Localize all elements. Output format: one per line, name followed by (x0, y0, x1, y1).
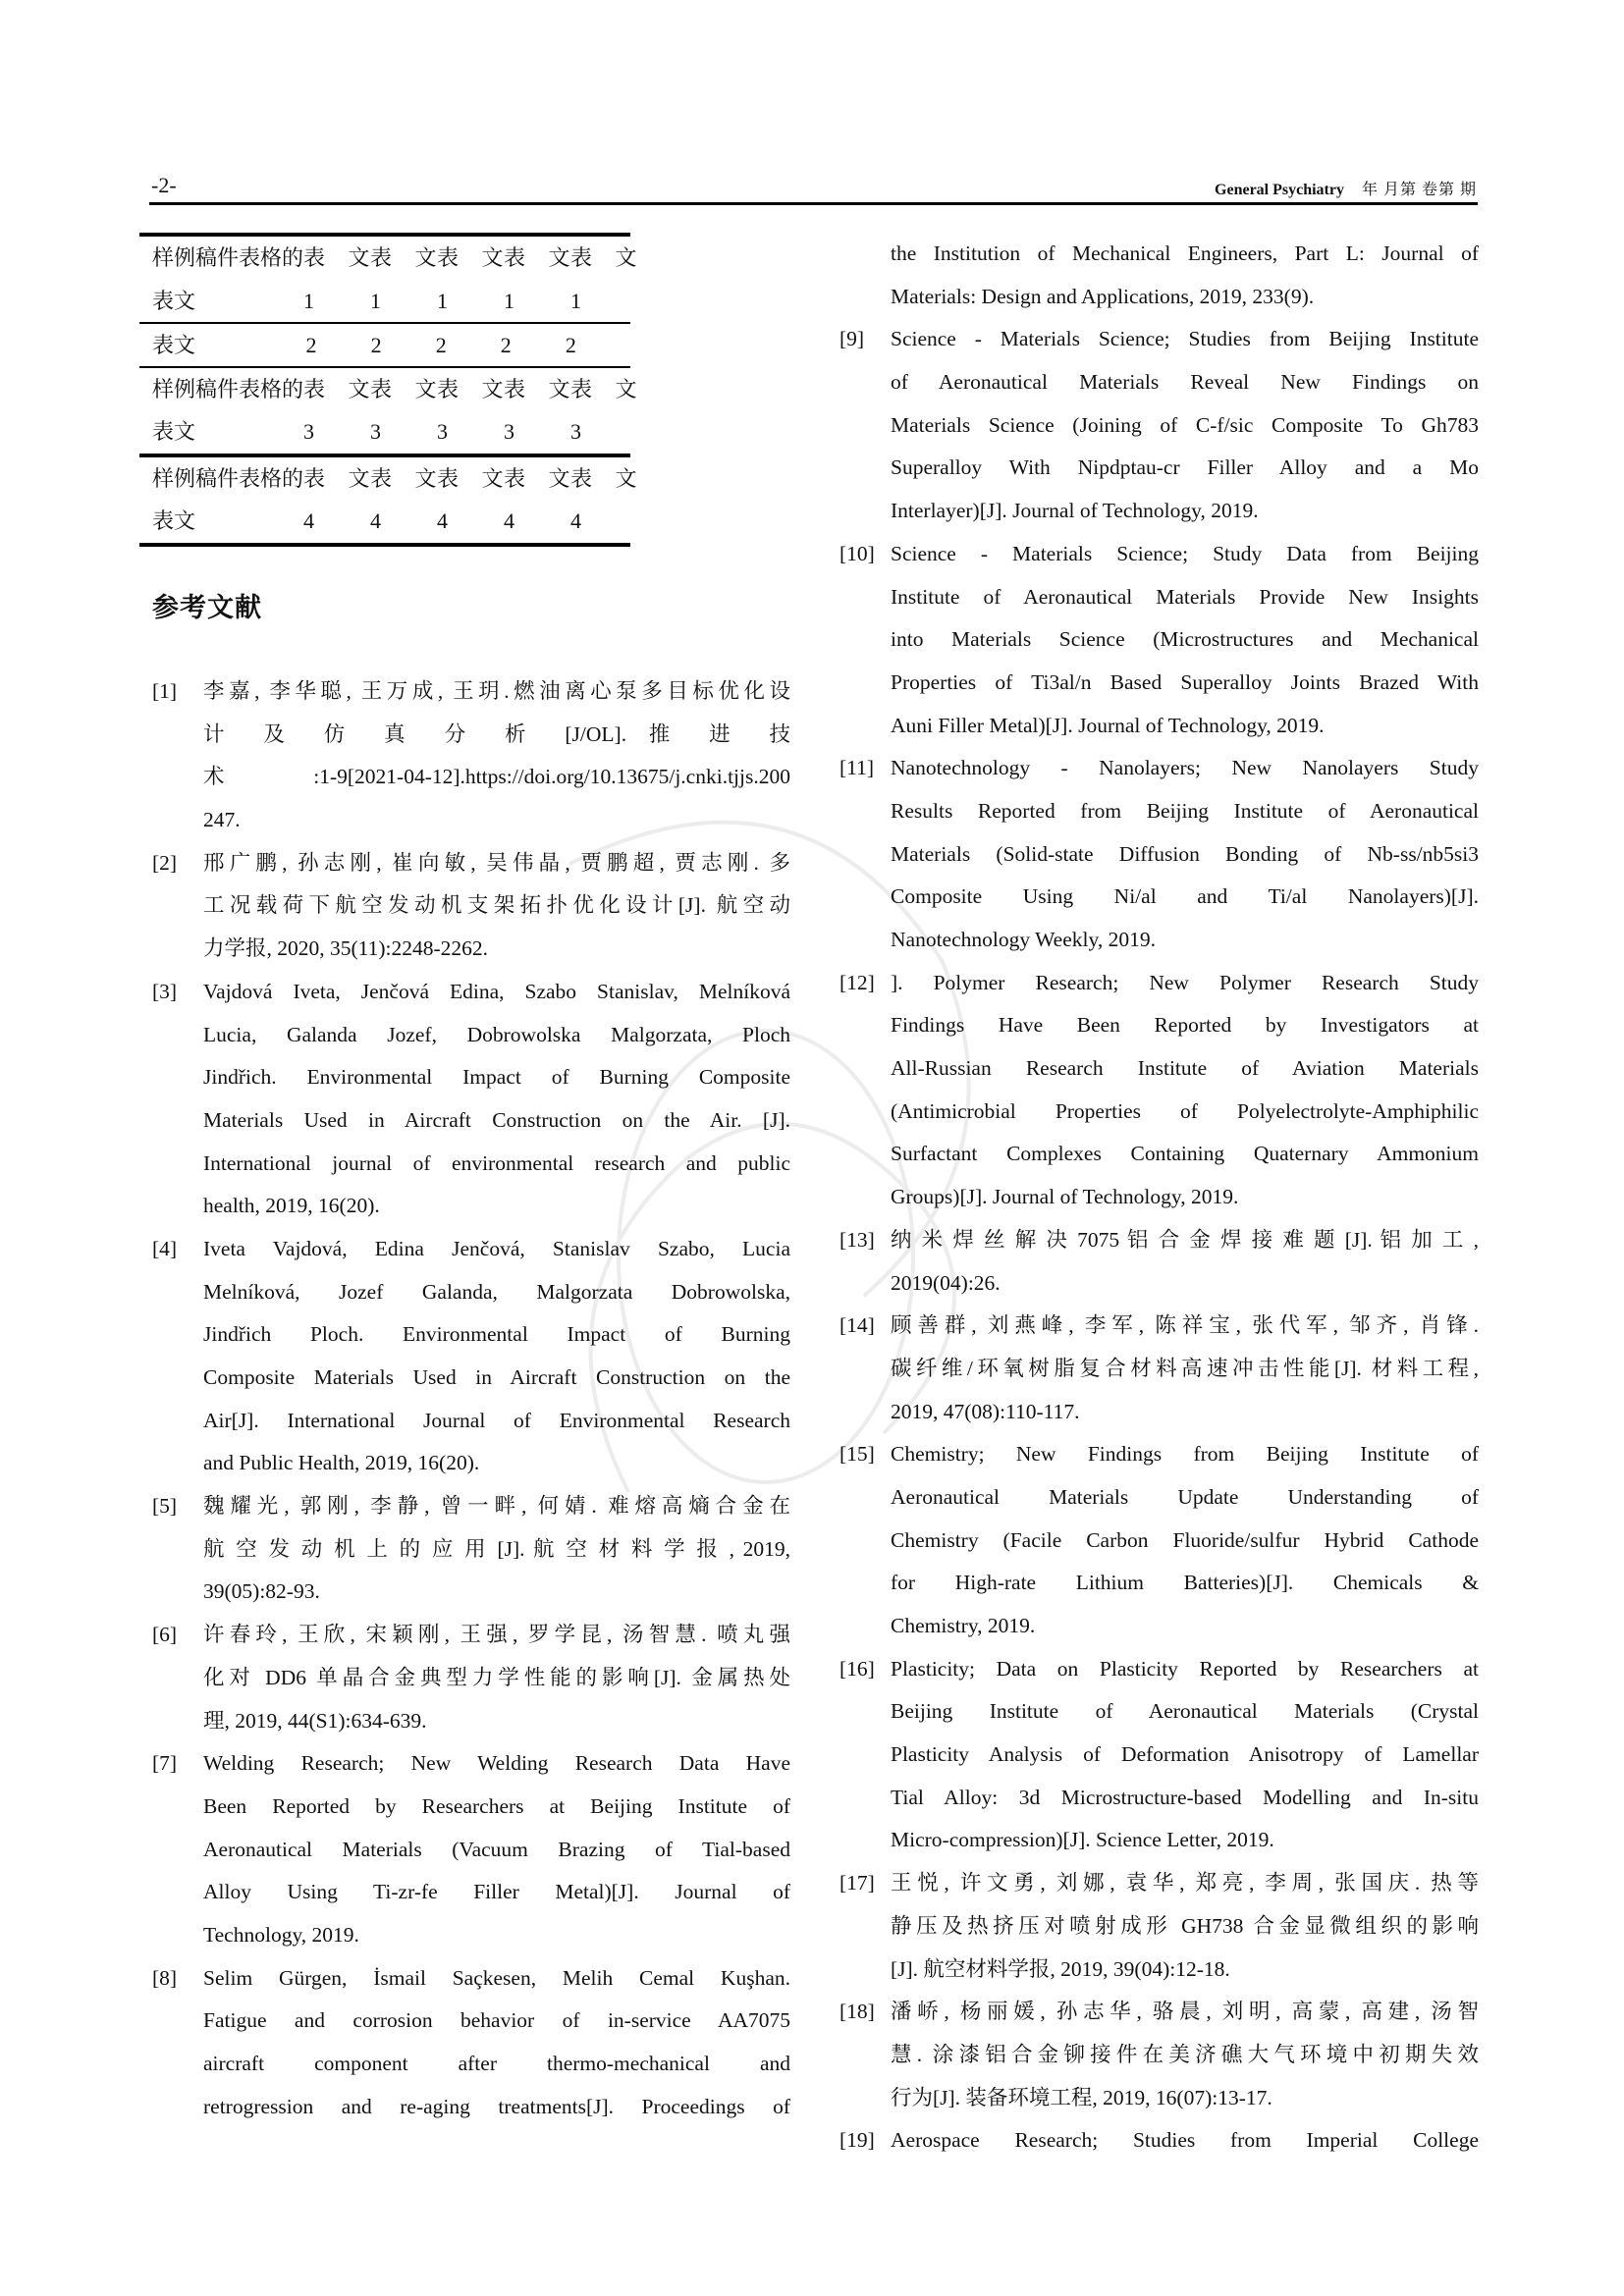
table-cell (437, 457, 513, 543)
reference-line: Surfactant Complexes Containing Quaternary Ammonium (891, 1142, 1479, 1166)
reference-line: Welding Research; New Welding Research Data Have (203, 1751, 790, 1776)
reference-line: Jindřich Ploch. Environmental Impact of Burning (203, 1322, 790, 1347)
table-cell-text: 3 (437, 419, 449, 444)
table-cell-text: 表 文 (504, 376, 579, 401)
table-cell-text: 4 (437, 508, 449, 533)
table-row (139, 457, 646, 543)
reference-line: Aeronautical Materials Update Understanding of (891, 1484, 1479, 1509)
reference-line: 纳 米 焊 丝 解 决 7075 铝 合 金 焊 接 难 题 [J]. 铝 加 工 , (891, 1227, 1479, 1252)
reference-label: [19] (839, 2128, 875, 2153)
table-cell-text: 1 (504, 288, 515, 313)
reference-line: Results Reported from Beijing Institute of Aeronautical (891, 798, 1479, 823)
reference-text (203, 971, 790, 1228)
reference-item (152, 1614, 790, 1742)
reference-line: 化对 DD6 单晶合金典型力学性能的影响[J]. 金属热处 (203, 1665, 790, 1689)
table-cell-text: 1 (570, 288, 582, 313)
table-cell-text: 表 文 (504, 245, 579, 270)
reference-line: Vajdová Iveta, Jenčová Edina, Szabo Stanislav, Melníková (203, 979, 790, 1003)
reference-line: Science - Materials Science; Study Data from Beijing (891, 541, 1479, 565)
reference-item (839, 1991, 1479, 2119)
table-cell-text: 表 文 (370, 376, 446, 401)
reference-label: [14] (839, 1313, 875, 1338)
reference-label: [18] (839, 2000, 875, 2024)
reference-line: Iveta Vajdová, Edina Jenčová, Stanislav Szabo, Lucia (203, 1236, 790, 1260)
table-cell-text: 表 文 (437, 376, 513, 401)
table-cell-text: 1 (370, 288, 382, 313)
reference-line: Nanotechnology - Nanolayers; New Nanolayers Study (891, 756, 1479, 780)
table-cell-text: 表文 (152, 508, 196, 533)
reference-item (839, 1219, 1479, 1305)
table-cell-text: 1 (437, 288, 449, 313)
table-cell (306, 324, 371, 367)
table-row (139, 237, 646, 322)
table-cell-text: 样例稿件表格的 (152, 465, 304, 491)
table-row-header (139, 324, 306, 367)
reference-item (839, 2119, 1479, 2163)
reference-line: 247. (203, 808, 241, 832)
reference-line: Composite Using Ni/al and Ti/al Nanolayers)[J]. (891, 884, 1479, 909)
reference-line: the Institution of Mechanical Engineers, Part L: Journal of (891, 241, 1479, 265)
reference-line: Institute of Aeronautical Materials Provide New Insights (891, 584, 1479, 609)
reference-item (839, 747, 1479, 961)
reference-line: 2019, 47(08):110-117. (891, 1399, 1080, 1423)
reference-line: Auni Filler Metal)[J]. Journal of Technology, 2019. (891, 713, 1325, 737)
table-cell (370, 457, 446, 543)
table-cell (370, 368, 446, 454)
reference-item (152, 1957, 790, 2129)
table-cell-text: 3 (504, 419, 515, 444)
reference-text (203, 1614, 790, 1742)
reference-line: [J]. 航空材料学报, 2019, 39(04):12-18. (891, 1956, 1230, 1981)
reference-text (203, 1742, 790, 1956)
reference-text (891, 1648, 1479, 1862)
table-cell (371, 324, 436, 367)
table-cell-text: 样例稿件表格的 (152, 245, 304, 270)
reference-line: Beijing Institute of Aeronautical Materials (Crystal (891, 1699, 1479, 1724)
reference-line: Tial Alloy: 3d Microstructure-based Modelling and In-situ (891, 1785, 1479, 1809)
reference-line: (Antimicrobial Properties of Polyelectrolyte-Amphiphilic (891, 1098, 1479, 1123)
reference-item (152, 842, 790, 971)
reference-line: Plasticity Analysis of Deformation Anisotropy of Lamellar (891, 1742, 1479, 1767)
table-cell-text: 表文 (152, 332, 196, 357)
table-cell-text: 表 文 (303, 245, 379, 270)
reference-line: 静压及热挤压对喷射成形 GH738 合金显微组织的影响 (891, 1913, 1479, 1938)
table-cell-text: 2 (305, 332, 317, 357)
table-cell (303, 237, 379, 322)
reference-label: [11] (839, 756, 875, 780)
reference-line: retrogression and re-aging treatments[J]. Proceedings of (203, 2094, 790, 2118)
table-cell-text: 3 (303, 419, 315, 444)
reference-line: 碳纤维/环氧树脂复合材料高速冲击性能[J]. 材料工程, (891, 1356, 1479, 1380)
table-cell-text: 样例稿件表格的 (152, 376, 304, 401)
reference-line: 行为[J]. 装备环境工程, 2019, 16(07):13-17. (891, 2085, 1272, 2109)
reference-item (839, 1305, 1479, 1433)
reference-line: Chemistry; New Findings from Beijing Institute of (891, 1442, 1479, 1467)
table-cell-text: 2 (500, 332, 512, 357)
reference-item (839, 533, 1479, 747)
reference-line: Technology, 2019. (203, 1922, 359, 1947)
reference-text (891, 1433, 1479, 1647)
table-cell-text: 表文 (152, 419, 196, 444)
table-cell (504, 368, 579, 454)
reference-label: [10] (839, 541, 875, 565)
table-row-header (139, 457, 303, 543)
reference-text (891, 747, 1479, 961)
reference-text (891, 1219, 1479, 1305)
reference-line: Plasticity; Data on Plasticity Reported by Researchers at (891, 1656, 1479, 1681)
table-cell-text: 表 文 (570, 245, 646, 270)
reference-text (891, 1862, 1479, 1991)
reference-line: ]. Polymer Research; New Polymer Research Study (891, 970, 1479, 994)
sample-table (139, 233, 646, 547)
reference-line: Composite Materials Used in Aircraft Construction on the (203, 1365, 790, 1389)
reference-label: [16] (839, 1656, 875, 1681)
table-cell-text: 表 文 (370, 245, 446, 270)
reference-label: [15] (839, 1442, 875, 1467)
reference-text (203, 670, 790, 842)
reference-line: 2019(04):26. (891, 1270, 1001, 1295)
reference-item (839, 1433, 1479, 1647)
reference-label: [6] (152, 1623, 178, 1647)
reference-text (203, 1485, 790, 1614)
reference-line: International journal of environmental research and public (203, 1150, 790, 1175)
reference-line: Materials Science (Joining of C-f/sic Composite To Gh783 (891, 412, 1479, 437)
reference-line: 力学报, 2020, 35(11):2248-2262. (203, 936, 489, 961)
reference-line: 39(05):82-93. (203, 1579, 320, 1604)
references-right-column (839, 233, 1479, 2163)
reference-line: 计 及 仿 真 分 析 [J/OL]. 推 进 技 (203, 721, 790, 746)
table-cell (504, 237, 579, 322)
table-cell (437, 368, 513, 454)
reference-line: 慧. 涂漆铝合金铆接件在美济礁大气环境中初期失效 (891, 2042, 1479, 2066)
reference-line: Alloy Using Ti-zr-fe Filler Metal)[J]. Journal of (203, 1880, 790, 1904)
table-cell (437, 237, 513, 322)
references-left-column (152, 670, 790, 2128)
reference-text (203, 842, 790, 971)
table-rule (139, 543, 630, 547)
table-cell-text: 2 (370, 332, 382, 357)
reference-item (152, 1485, 790, 1614)
journal-name: General Psychiatry (1215, 182, 1344, 198)
reference-line: 邢广鹏, 孙志刚, 崔向敏, 吴伟晶, 贾鹏超, 贾志刚. 多 (203, 850, 790, 875)
reference-text (891, 1305, 1479, 1433)
reference-line: Aeronautical Materials (Vacuum Brazing of Tial-based (203, 1837, 790, 1861)
reference-line: Chemistry, 2019. (891, 1614, 1036, 1637)
reference-text (203, 1228, 790, 1485)
table-cell-text: 3 (570, 419, 582, 444)
reference-line: and Public Health, 2019, 16(20). (203, 1451, 480, 1475)
reference-line: Interlayer)[J]. Journal of Technology, 2019. (891, 499, 1259, 523)
table-cell-text: 表文 (152, 288, 196, 313)
reference-text (891, 962, 1479, 1219)
reference-text (203, 1957, 790, 2129)
reference-line: 潘峤, 杨丽媛, 孙志华, 骆晨, 刘明, 高蒙, 高建, 汤智 (891, 2000, 1479, 2024)
reference-item (839, 233, 1479, 318)
table-cell-text: 4 (504, 508, 515, 533)
reference-label: [17] (839, 1871, 875, 1896)
reference-item (839, 1862, 1479, 1991)
reference-line: Nanotechnology Weekly, 2019. (891, 928, 1156, 951)
table-cell-text: 表 文 (504, 465, 579, 491)
table-cell (570, 237, 646, 322)
reference-line: Jindřich. Environmental Impact of Burning Composite (203, 1065, 790, 1090)
table-cell (303, 457, 379, 543)
reference-line: Micro-compression)[J]. Science Letter, 2019. (891, 1828, 1274, 1852)
reference-label: [3] (152, 979, 178, 1003)
reference-line: 术:1-9[2021-04-12].https://doi.org/10.13675/j.cnki.tjjs.200 (203, 765, 790, 789)
reference-line: 王悦, 许文勇, 刘娜, 袁华, 郑亮, 李周, 张国庆. 热等 (891, 1871, 1479, 1896)
reference-line: Air[J]. International Journal of Environmental Research (203, 1408, 790, 1432)
table-cell-text: 4 (370, 508, 382, 533)
reference-line: Science - Materials Science; Studies from Beijing Institute (891, 327, 1479, 351)
reference-line: Superalloy With Nipdptau-cr Filler Alloy and a Mo (891, 455, 1479, 480)
running-head (1215, 177, 1477, 199)
references-heading: 参考文献 (152, 593, 262, 623)
reference-line: All-Russian Research Institute of Aviation Materials (891, 1056, 1479, 1081)
reference-line: Materials (Solid-state Diffusion Bonding of Nb-ss/nb5si3 (891, 841, 1479, 866)
table-row (139, 324, 630, 367)
table-row-header (139, 237, 303, 322)
reference-line: health, 2019, 16(20). (203, 1194, 380, 1218)
table-cell (436, 324, 501, 367)
reference-text (891, 233, 1479, 318)
reference-line: Selim Gürgen, İsmail Saçkesen, Melih Cemal Kuşhan. (203, 1965, 790, 1990)
page-number: -2- (151, 173, 177, 197)
reference-line: 李嘉, 李华聪, 王万成, 王玥.燃油离心泵多目标优化设 (203, 679, 790, 703)
table-cell (570, 457, 646, 543)
table-cell-text: 4 (303, 508, 315, 533)
table-cell-text: 表 文 (570, 465, 646, 491)
table-cell-text: 2 (435, 332, 447, 357)
table-row (139, 368, 646, 454)
reference-line: Lucia, Galanda Jozef, Dobrowolska Malgorzata, Ploch (203, 1022, 790, 1046)
reference-item (152, 1228, 790, 1485)
table-row-header (139, 368, 303, 454)
reference-line: 理, 2019, 44(S1):634-639. (203, 1708, 427, 1733)
reference-line: Melníková, Jozef Galanda, Malgorzata Dobrowolska, (203, 1279, 790, 1304)
table-cell-text: 2 (565, 332, 576, 357)
reference-item (839, 318, 1479, 532)
table-cell-text: 4 (570, 508, 582, 533)
table-cell (566, 324, 630, 367)
reference-item (839, 962, 1479, 1219)
reference-item (152, 1742, 790, 1956)
reference-text (891, 1991, 1479, 2119)
table-cell-text: 表 文 (370, 465, 446, 491)
reference-line: Fatigue and corrosion behavior of in-service AA7075 (203, 2008, 790, 2033)
reference-line: Findings Have Been Reported by Investigators at (891, 1013, 1479, 1038)
reference-label: [9] (839, 327, 865, 351)
reference-label: [2] (152, 850, 178, 875)
table-cell-text: 表 文 (303, 465, 379, 491)
table-cell-text: 1 (303, 288, 315, 313)
reference-item (152, 971, 790, 1228)
table-cell-text: 表 文 (303, 376, 379, 401)
table-cell (370, 237, 446, 322)
reference-line: 工况载荷下航空发动机支架拓扑优化设计[J]. 航空动 (203, 893, 790, 918)
reference-line: aircraft component after thermo-mechanical and (203, 2052, 790, 2075)
reference-line: Groups)[J]. Journal of Technology, 2019. (891, 1185, 1239, 1209)
reference-line: of Aeronautical Materials Reveal New Findings on (891, 370, 1479, 395)
table-cell (570, 368, 646, 454)
table-cell-text: 表 文 (437, 465, 513, 491)
table-cell (501, 324, 566, 367)
header-rule (149, 202, 1478, 205)
table-cell (303, 368, 379, 454)
reference-label: [1] (152, 679, 178, 703)
reference-line: Chemistry (Facile Carbon Fluoride/sulfur Hybrid Cathode (891, 1527, 1479, 1552)
reference-item (152, 670, 790, 842)
reference-label: [4] (152, 1236, 178, 1260)
reference-label: [7] (152, 1751, 178, 1776)
reference-item (839, 1648, 1479, 1862)
table-cell-text: 3 (370, 419, 382, 444)
reference-text (891, 318, 1479, 532)
reference-label: [12] (839, 970, 875, 994)
reference-line: for High-rate Lithium Batteries)[J]. Chemicals & (891, 1571, 1479, 1595)
reference-line: 许春玲, 王欣, 宋颖刚, 王强, 罗学昆, 汤智慧. 喷丸强 (203, 1623, 790, 1647)
reference-line: Aerospace Research; Studies from Imperial College (891, 2128, 1479, 2153)
reference-label: [13] (839, 1227, 875, 1252)
reference-line: 顾善群, 刘燕峰, 李军, 陈祥宝, 张代军, 邹齐, 肖锋. (891, 1313, 1479, 1338)
reference-line: 魏耀光, 郭刚, 李静, 曾一畔, 何婧. 难熔高熵合金在 (203, 1494, 790, 1519)
reference-line: Properties of Ti3al/n Based Superalloy Joints Brazed With (891, 669, 1479, 694)
reference-text (891, 2119, 1479, 2163)
reference-line: into Materials Science (Microstructures and Mechanical (891, 627, 1479, 652)
reference-line: Materials Used in Aircraft Construction on the Air. [J]. (203, 1107, 790, 1132)
table-cell-text: 表 文 (437, 245, 513, 270)
table-cell (504, 457, 579, 543)
issue-info: 年 月第 卷第 期 (1361, 182, 1477, 198)
table-cell-text: 表 文 (570, 376, 646, 401)
reference-line: 航 空 发 动 机 上 的 应 用 [J]. 航 空 材 料 学 报 , 2019, (203, 1536, 790, 1561)
reference-line: Materials: Design and Applications, 2019, 233(9). (891, 284, 1315, 308)
reference-text (891, 533, 1479, 747)
reference-label: [8] (152, 1965, 178, 1990)
reference-line: Been Reported by Researchers at Beijing Institute of (203, 1793, 790, 1818)
reference-label: [5] (152, 1494, 178, 1519)
